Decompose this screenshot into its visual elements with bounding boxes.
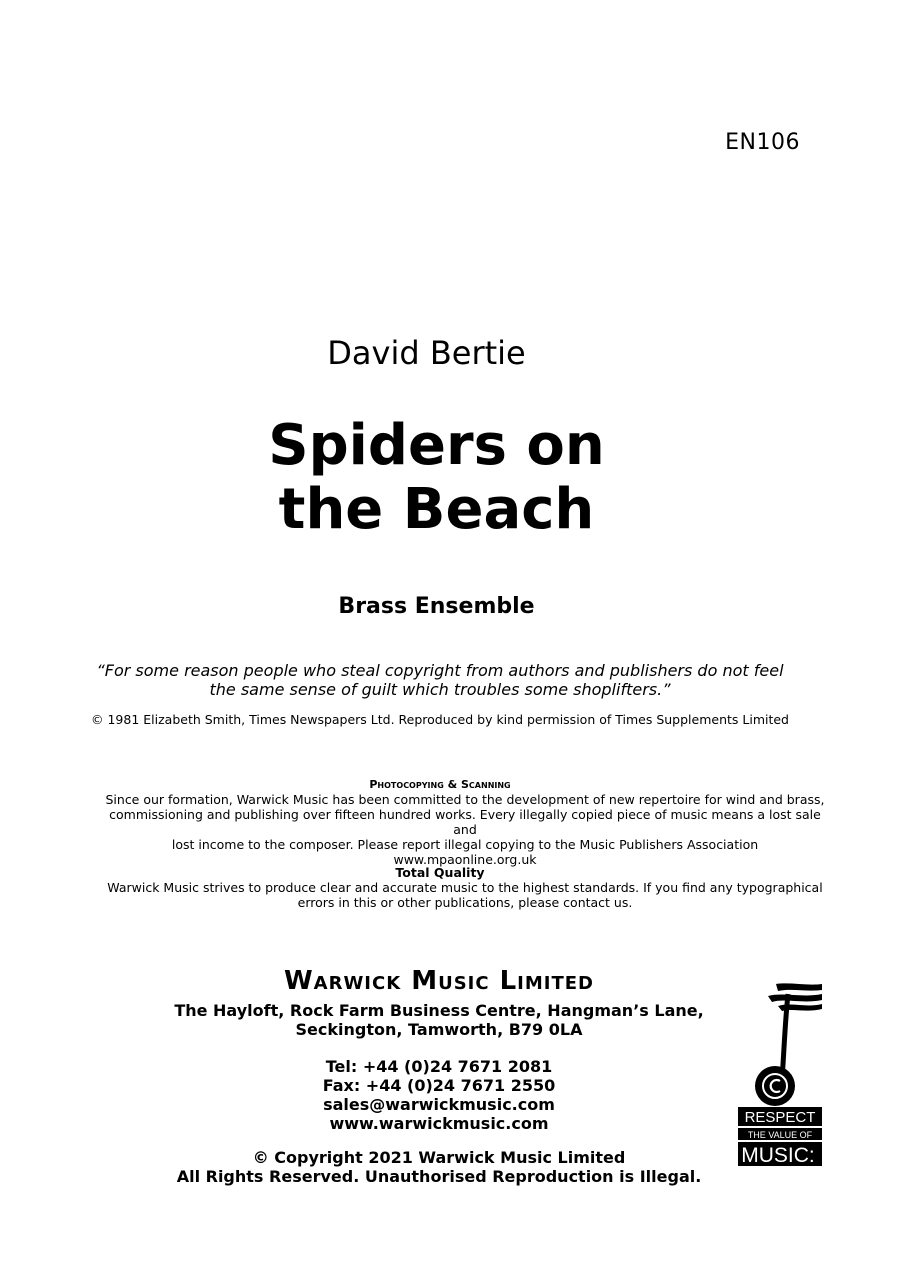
- photocopying-text: [100, 792, 830, 867]
- publisher-name: Warwick Music Limited: [283, 966, 595, 996]
- logo-respect-text: RESPECT: [744, 1109, 816, 1126]
- address-line-1: The Hayloft, Rock Farm Business Centre, Hangman’s Lane,: [174, 1001, 704, 1020]
- copyright-line-2: All Rights Reserved. Unauthorised Reproduction is Illegal.: [176, 1167, 702, 1186]
- photocopying-line-2: commissioning and publishing over fifteen hundred works. Every illegally copied piece of music means a lost sale and: [109, 807, 821, 837]
- respect-the-value-of-music-logo: [738, 982, 822, 1168]
- total-quality-text: [100, 880, 830, 910]
- address-line-2: Seckington, Tamworth, B79 0LA: [295, 1020, 583, 1039]
- website-link[interactable]: www.warwickmusic.com: [329, 1114, 549, 1133]
- photocopying-line-3: lost income to the composer. Please report illegal copying to the Music Publishers Association www.mpaonline.org.uk: [171, 837, 759, 867]
- title-line-2: the Beach: [278, 477, 595, 542]
- photocopying-heading: Photocopying & Scanning: [369, 778, 511, 791]
- music-note-icon: [738, 982, 822, 1168]
- fax: Fax: +44 (0)24 7671 2550: [322, 1076, 556, 1095]
- total-quality-line-1: Warwick Music strives to produce clear and accurate music to the highest standards. If you find any typographical: [107, 880, 823, 895]
- total-quality-heading: Total Quality: [395, 865, 485, 880]
- email-link[interactable]: sales@warwickmusic.com: [323, 1095, 555, 1114]
- title-line-1: Spiders on: [268, 413, 605, 478]
- catalog-number: EN106: [725, 130, 800, 155]
- quote-line-1: “For some reason people who steal copyright from authors and publishers do not feel: [96, 661, 784, 680]
- ensemble-label: Brass Ensemble: [338, 594, 535, 619]
- telephone: Tel: +44 (0)24 7671 2081: [325, 1057, 553, 1076]
- logo-music-text: MUSIC:: [741, 1144, 815, 1167]
- copyright-line-1: © Copyright 2021 Warwick Music Limited: [252, 1148, 626, 1167]
- composer-name: David Bertie: [327, 334, 526, 372]
- logo-value-of-text: THE VALUE OF: [747, 1130, 813, 1140]
- piece-title: [0, 414, 873, 542]
- quote-line-2: the same sense of guilt which troubles some shoplifters.”: [209, 680, 671, 699]
- copyright-quote: [0, 661, 880, 699]
- quote-credit: © 1981 Elizabeth Smith, Times Newspapers Ltd. Reproduced by kind permission of Times Supplements Limited: [91, 712, 789, 727]
- total-quality-line-2: errors in this or other publications, please contact us.: [297, 895, 633, 910]
- photocopying-line-1: Since our formation, Warwick Music has been committed to the development of new repertoire for wind and brass,: [105, 792, 825, 807]
